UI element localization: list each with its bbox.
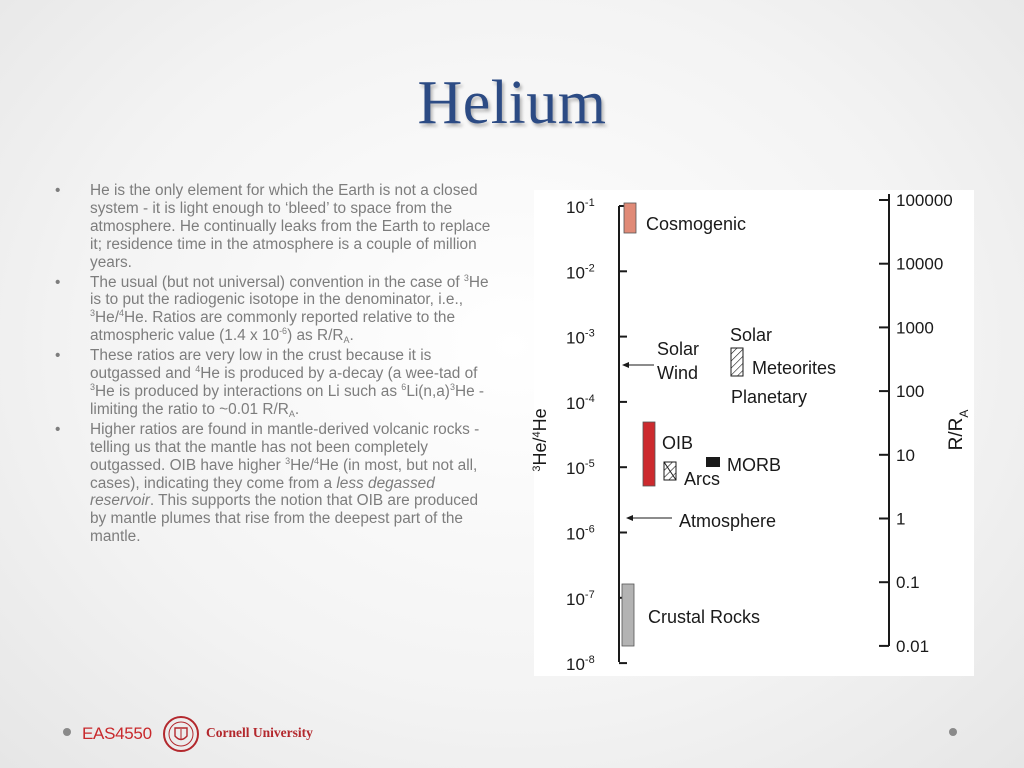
- left-tick-label: $10^{-1}$: [566, 197, 595, 217]
- left-tick-label: $10^{-3}$: [566, 327, 595, 348]
- bullet-item: [50, 347, 498, 419]
- solar-wind-label-2: Wind: [657, 363, 699, 383]
- atmosphere-label: Atmosphere: [679, 511, 777, 531]
- left-tick-label: $10^{-2}$: [566, 262, 595, 283]
- bullet-marker: •: [55, 273, 61, 291]
- planetary-label: Planetary: [731, 387, 808, 407]
- bullet-text: He is the only element for which the Earth is not a closed system - it is light enough to ‘bleed’ to space from the atmosphere. He continually leaks from the Earth to replace it; residence time in the atmosphere is a couple of million years.: [90, 182, 491, 271]
- crustal-rocks-label: Crustal Rocks: [648, 607, 761, 627]
- solar-wind-arrowhead: [622, 362, 629, 368]
- right-tick-label: 0.01: [896, 636, 930, 656]
- left-tick-label: $10^{-7}$: [566, 588, 595, 609]
- oib-label: OIB: [662, 433, 694, 453]
- helium-isotope-chart: [530, 190, 974, 676]
- morb-marker: [706, 457, 720, 467]
- bullet-marker: •: [55, 347, 61, 365]
- right-tick-label: 1: [896, 509, 906, 529]
- bullet-marker: •: [55, 420, 61, 438]
- left-axis-ticks: [566, 197, 627, 674]
- cosmogenic-label: Cosmogenic: [646, 214, 747, 234]
- footer-dot-left: [63, 728, 71, 736]
- course-code: EAS4550: [82, 724, 152, 743]
- right-axis-title: $R/R_A$: [946, 409, 971, 451]
- crustal-rocks-bar: [622, 584, 634, 646]
- cornell-seal-logo: [162, 715, 200, 753]
- left-axis-title: $^3$He/$^4$He: [530, 408, 550, 472]
- bullet-item: [50, 421, 498, 546]
- slide-title: Helium: [417, 69, 607, 137]
- left-tick-label: $10^{-4}$: [566, 392, 595, 413]
- arcs-label: Arcs: [684, 469, 720, 489]
- bullet-item: [50, 182, 498, 272]
- meteorites-hatched-bar: [731, 348, 743, 376]
- solar-meteorites-label: Solar: [730, 325, 773, 345]
- bullet-item: [50, 274, 498, 346]
- university-name: Cornell University: [206, 725, 313, 740]
- right-tick-label: 100000: [896, 191, 953, 210]
- meteorites-label: Meteorites: [752, 358, 837, 378]
- right-tick-label: 0.1: [896, 573, 920, 593]
- atmosphere-arrowhead: [626, 515, 633, 521]
- bullet-marker: •: [55, 182, 61, 199]
- bullet-text: These ratios are very low in the crust because it is outgassed and $^4$He is produced by a-decay (a wee-tad of $^3$He is produced by interactions on Li such as $^6Li(n,a)^3He$ - limiting the ratio to ~0.01 $R/R_A$.: [90, 347, 485, 419]
- left-tick-label: $10^{-6}$: [566, 523, 595, 544]
- left-tick-label: $10^{-8}$: [566, 654, 595, 675]
- right-axis-ticks: [879, 191, 953, 656]
- footer-dot-right: [949, 728, 957, 736]
- left-tick-label: $10^{-5}$: [566, 458, 595, 479]
- right-tick-label: 10000: [896, 254, 944, 274]
- right-tick-label: 100: [896, 382, 925, 402]
- bullet-text: The usual (but not universal) convention in the case of $^3$He is to put the radiogenic isotope in the denominator, i.e., $^3$He/$^4$He. Ratios are commonly reported relative to the atmospheric value (1.4 x $10^{-6}$) as $R/R_A$.: [90, 272, 489, 346]
- right-tick-label: 1000: [896, 318, 934, 338]
- helium-isotope-figure: [530, 190, 974, 676]
- solar-wind-label: Solar: [657, 339, 700, 359]
- bullet-text: Higher ratios are found in mantle-derived volcanic rocks - telling us that the mantle has not been completely outgassed. OIB have higher $^3$He/$^4$He (in most, but not all, cases), indicating they come from a less degassed reservoir. This supports the notion that OIB are produced by mantle plumes that rise from the deepest part of the mantle.: [90, 420, 480, 546]
- cosmogenic-bar: [624, 203, 636, 233]
- morb-label: MORB: [727, 455, 781, 475]
- bullet-list: [50, 182, 498, 548]
- right-tick-label: 10: [896, 445, 915, 465]
- oib-bar: [643, 422, 655, 486]
